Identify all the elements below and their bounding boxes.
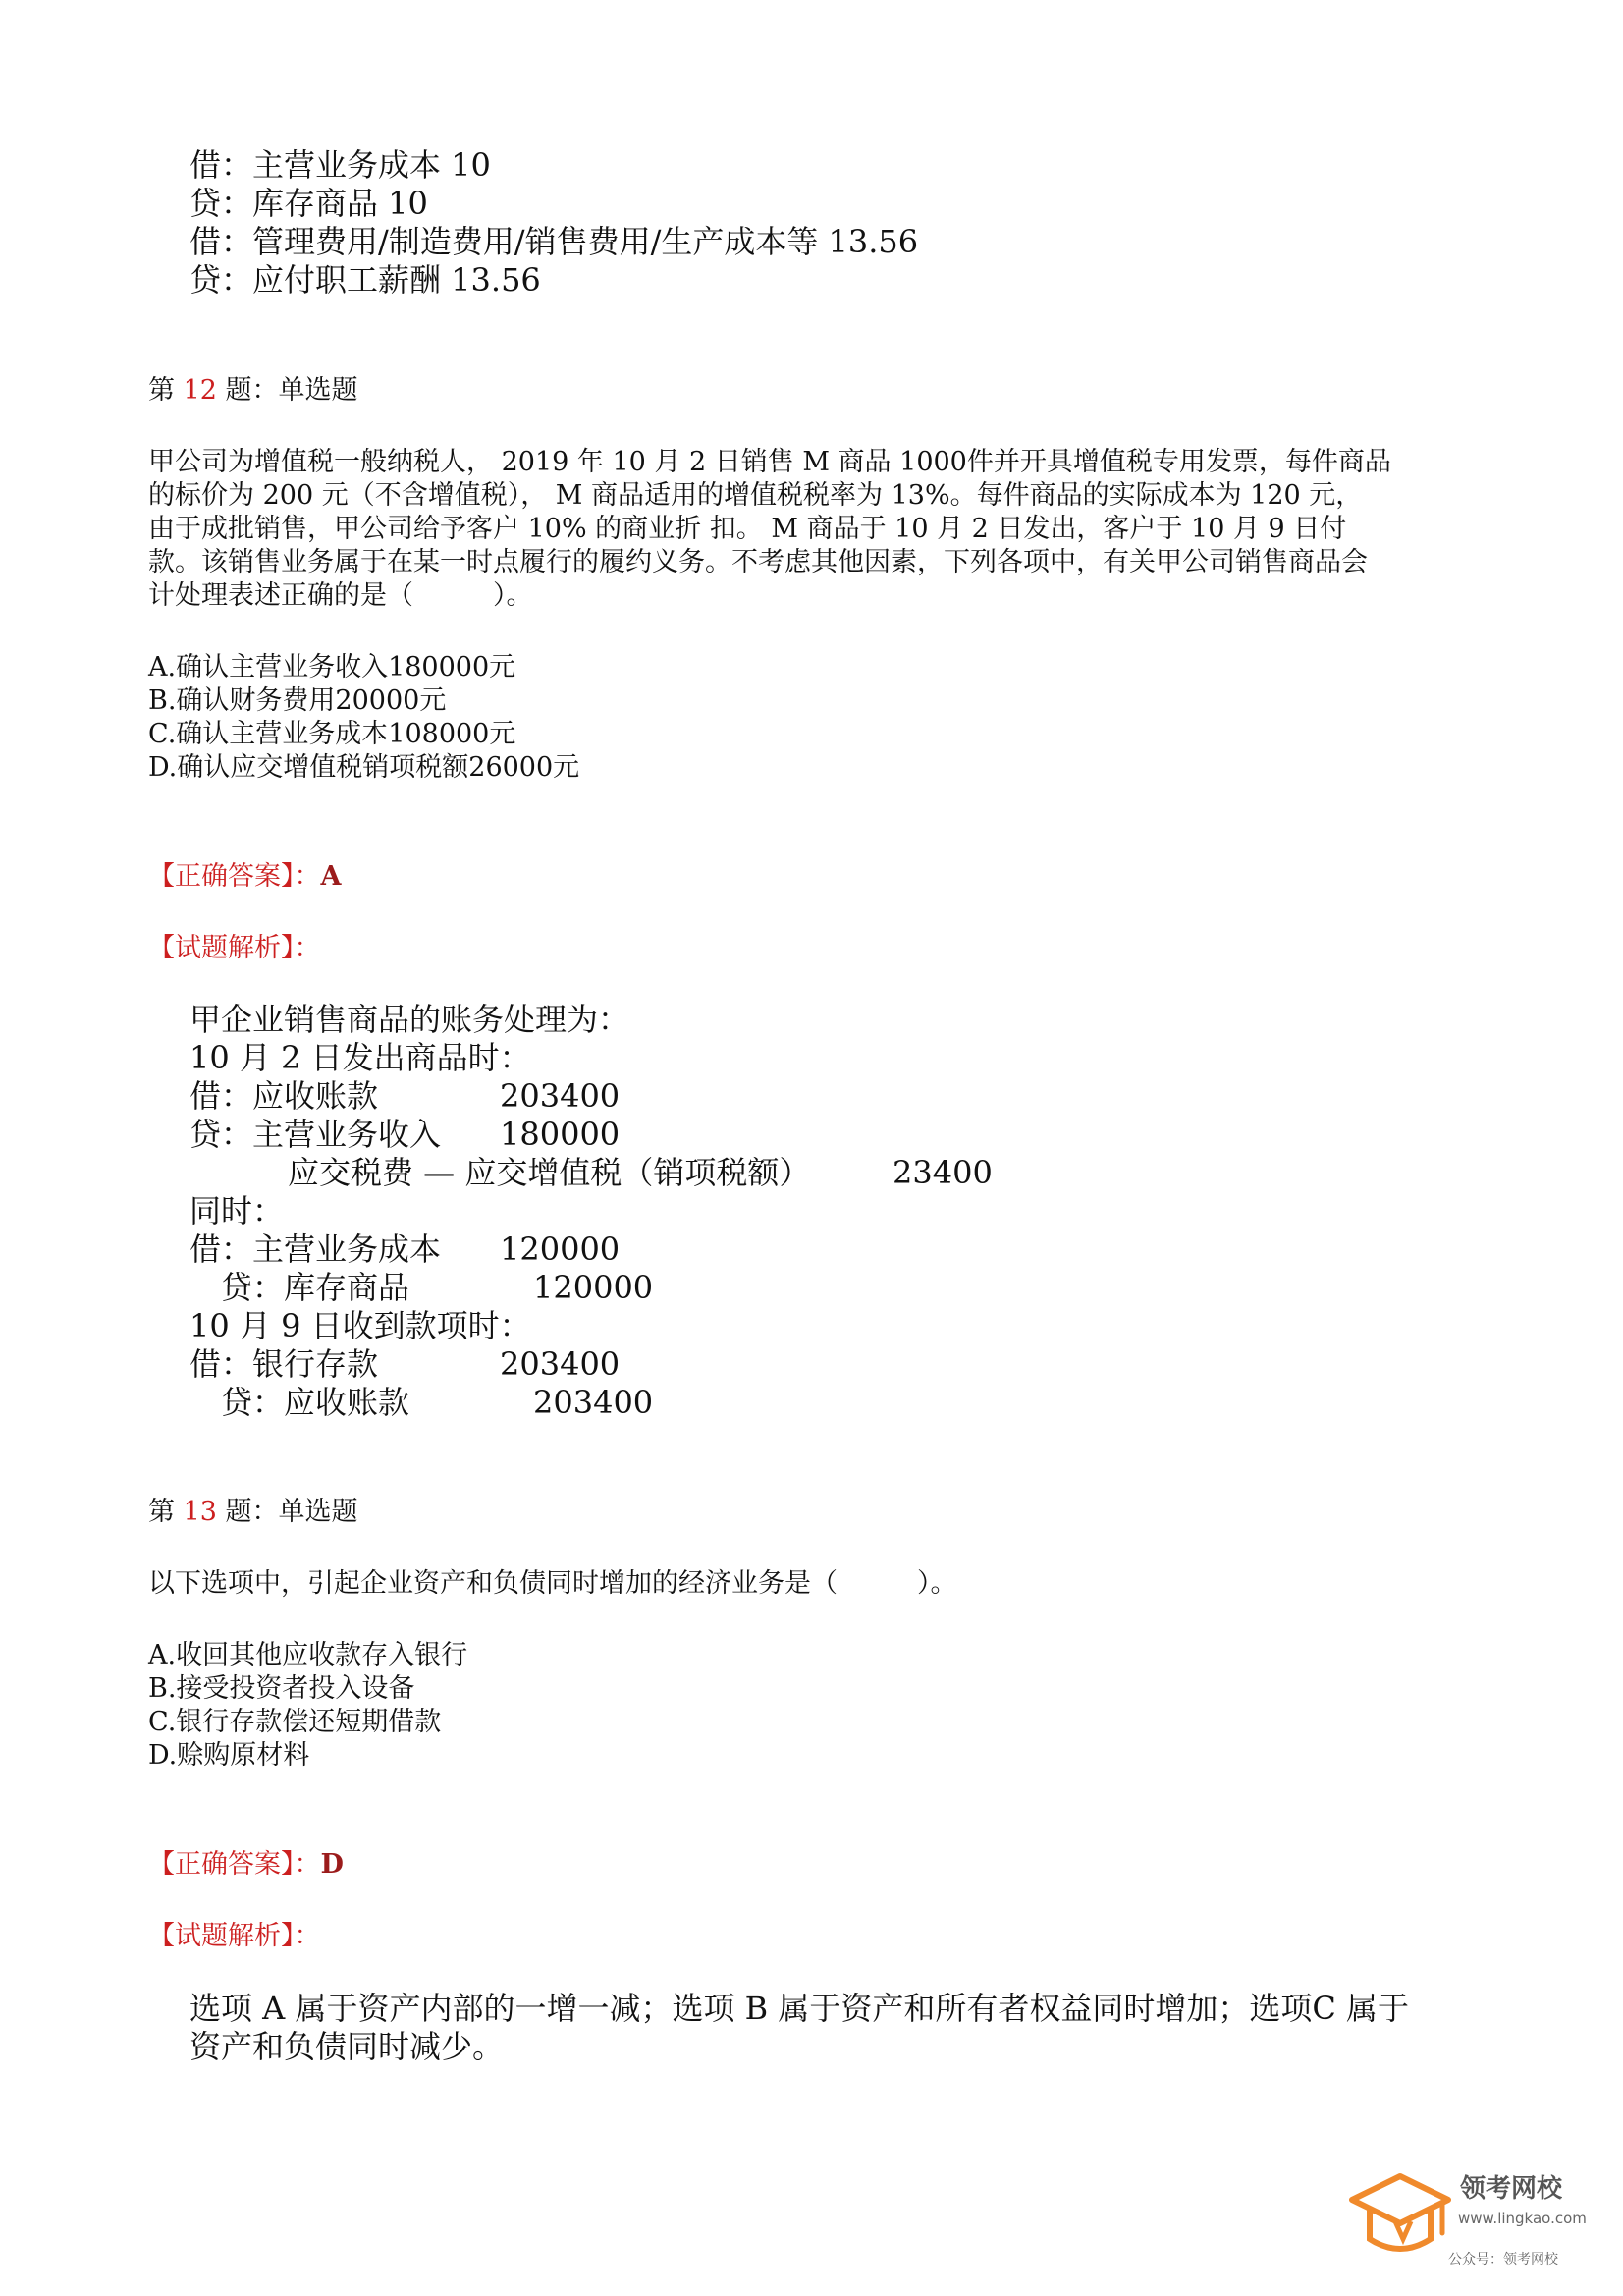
option-b: B.确认财务费用20000元 xyxy=(148,685,447,716)
question-number: 12 xyxy=(183,375,217,406)
option-c: C.确认主营业务成本108000元 xyxy=(148,719,516,749)
analysis-line: 资产和负债同时减少。 xyxy=(189,2028,505,2065)
analysis-line: 借：银行存款 203400 xyxy=(189,1345,621,1383)
journal-entry-line: 借：管理费用/制造费用/销售费用/生产成本等 13.56 xyxy=(189,223,919,260)
analysis-label: 【试题解析】： xyxy=(148,1921,321,1951)
option-b: B.接受投资者投入设备 xyxy=(148,1673,415,1704)
watermark-logo xyxy=(1340,2155,1596,2282)
analysis-line: 甲企业销售商品的账务处理为： xyxy=(189,1001,630,1038)
correct-answer xyxy=(148,861,341,892)
analysis-line: 同时： xyxy=(189,1192,285,1230)
analysis-line: 贷：主营业务收入 180000 xyxy=(189,1116,621,1153)
journal-entry-line: 贷：库存商品 10 xyxy=(189,185,428,222)
question-stem-line: 款。该销售业务属于在某一时点履行的履约义务。不考虑其他因素，下列各项中，有关甲公司销售商品会 xyxy=(148,547,1368,577)
option-a: A.确认主营业务收入180000元 xyxy=(148,652,516,683)
graduation-cap-icon xyxy=(1346,2162,1454,2270)
question-stem-line: 由于成批销售，甲公司给予客户 10% 的商业折 扣。 M 商品于 10 月 2 日发出，客户于 10 月 9 日付 xyxy=(148,514,1347,544)
correct-answer-value: A xyxy=(320,861,342,892)
option-a: A.收回其他应收款存入银行 xyxy=(148,1640,468,1670)
analysis-line: 借：应收账款 203400 xyxy=(189,1077,621,1115)
option-d: D.确认应交增值税销项税额26000元 xyxy=(148,752,580,783)
question-stem-line: 甲公司为增值税一般纳税人， 2019 年 10 月 2 日销售 M 商品 1000件并开具增值税专用发票，每件商品 xyxy=(148,447,1391,477)
journal-entry-line: 借：主营业务成本 10 xyxy=(189,146,491,184)
correct-answer-label: 【正确答案】： xyxy=(148,1849,321,1880)
question-number: 13 xyxy=(183,1497,217,1527)
correct-answer xyxy=(148,1849,344,1880)
question-stem-line: 的标价为 200 元（不含增值税）， M 商品适用的增值税税率为 13%。每件商品的实际成本为 120 元， xyxy=(148,480,1363,511)
correct-answer-label: 【正确答案】： xyxy=(148,861,321,892)
journal-entry-line: 贷：应付职工薪酬 13.56 xyxy=(189,261,541,299)
question-header: 第 12 题：单选题 xyxy=(148,375,358,406)
option-d: D.赊购原材料 xyxy=(148,1740,310,1771)
watermark-brand: 领考网校 xyxy=(1460,2174,1563,2204)
correct-answer-value: D xyxy=(320,1849,344,1880)
analysis-line: 贷：应收账款 203400 xyxy=(221,1384,654,1421)
analysis-label: 【试题解析】： xyxy=(148,933,321,963)
analysis-line: 选项 A 属于资产内部的一增一减；选项 B 属于资产和所有者权益同时增加；选项C 属于 xyxy=(189,1990,1409,2027)
watermark-public-account: 公众号：领考网校 xyxy=(1448,2252,1558,2268)
analysis-line: 10 月 9 日收到款项时： xyxy=(189,1307,531,1344)
watermark-url: www.lingkao.com xyxy=(1458,2210,1587,2227)
analysis-line: 10 月 2 日发出商品时： xyxy=(189,1039,531,1076)
option-c: C.银行存款偿还短期借款 xyxy=(148,1707,442,1737)
analysis-line: 贷：库存商品 120000 xyxy=(221,1269,654,1306)
analysis-line: 借：主营业务成本 120000 xyxy=(189,1230,621,1268)
question-stem-line: 计处理表述正确的是（ ）。 xyxy=(148,580,533,611)
analysis-line: 应交税费 — 应交增值税（销项税额） 23400 xyxy=(288,1154,993,1191)
question-header: 第 13 题：单选题 xyxy=(148,1497,358,1527)
question-stem-line: 以下选项中，引起企业资产和负债同时增加的经济业务是（ ）。 xyxy=(148,1568,957,1599)
